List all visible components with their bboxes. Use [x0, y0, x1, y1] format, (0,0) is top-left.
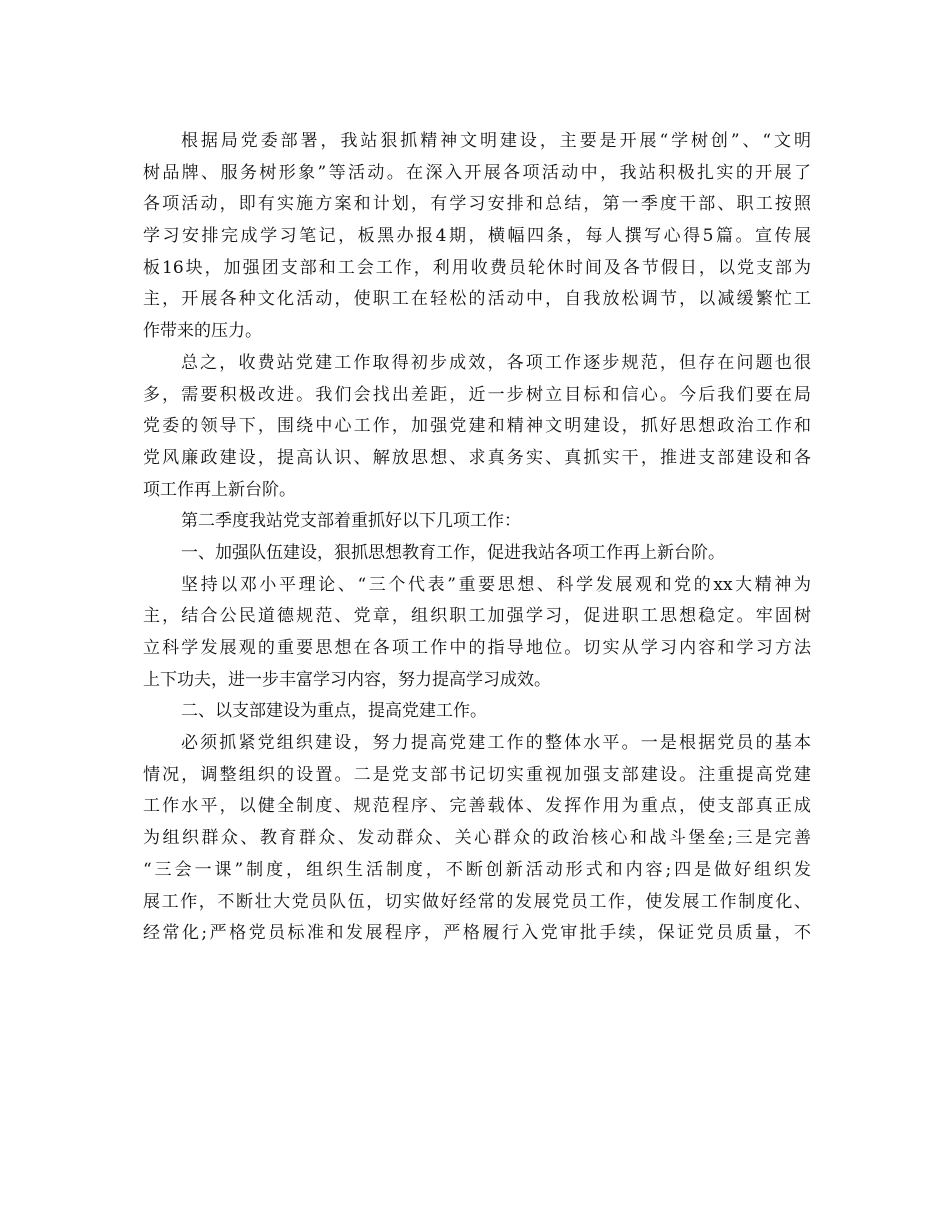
text-line: 各项活动，即有实施方案和计划，有学习安排和总结，第一季度干部、职工按照 — [143, 194, 811, 215]
paragraph-p6 — [143, 696, 811, 728]
text-line: 第二季度我站党支部着重抓好以下几项工作： — [181, 511, 521, 532]
paragraph-p1 — [143, 126, 811, 348]
text-line: 总之，收费站党建工作取得初步成效，各项工作逐步规范，但存在问题也很 — [181, 352, 811, 373]
text-line: 项工作再上新台阶。 — [143, 479, 296, 500]
text-line: 展工作，不断壮大党员队伍，切实做好经常的发展党员工作，使发展工作制度化、 — [143, 891, 811, 912]
text-line: 立科学发展观的重要思想在各项工作中的指导地位。切实从学习内容和学习方法 — [143, 638, 811, 658]
paragraph-p5 — [143, 570, 811, 697]
paragraph-p4 — [143, 538, 811, 570]
text-line: 必须抓紧党组织建设，努力提高党建工作的整体水平。一是根据党员的基本 — [181, 733, 811, 754]
text-line: 主，结合公民道德规范、党章，组织职工加强学习，促进职工思想稳定。牢固树 — [143, 606, 811, 627]
text-line: 工作水平，以健全制度、规范程序、完善载体、发挥作用为重点，使支部真正成 — [143, 796, 811, 817]
text-line: 情况，调整组织的设置。二是党支部书记切实重视加强支部建设。注重提高党建 — [143, 764, 811, 785]
text-line: 板16块，加强团支部和工会工作，利用收费员轮休时间及各节假日，以党支部为 — [143, 257, 811, 278]
text-line: 作带来的压力。 — [143, 321, 262, 342]
text-line: 多，需要积极改进。我们会找出差距，近一步树立目标和信心。今后我们要在局 — [143, 384, 811, 405]
text-line: 树品牌、服务树形象”等活动。在深入开展各项活动中，我站积极扎实的开展了 — [143, 162, 811, 183]
paragraph-p2 — [143, 348, 811, 506]
text-line: 一、加强队伍建设，狠抓思想教育工作，促进我站各项工作再上新台阶。 — [181, 542, 725, 563]
text-line: 党委的领导下，围绕中心工作，加强党建和精神文明建设，抓好思想政治工作和 — [143, 416, 811, 437]
text-line: 坚持以邓小平理论、“三个代表”重要思想、科学发展观和党的xx大精神为 — [181, 574, 811, 595]
text-line: 根据局党委部署，我站狠抓精神文明建设，主要是开展“学树创”、“文明 — [181, 131, 811, 151]
text-line: “三会一课”制度，组织生活制度，不断创新活动形式和内容;四是做好组织发 — [143, 859, 811, 880]
paragraph-p7 — [143, 728, 811, 950]
text-line: 主，开展各种文化活动，使职工在轻松的活动中，自我放松调节，以减缓繁忙工 — [143, 289, 811, 310]
paragraph-p3 — [143, 506, 811, 538]
text-line: 经常化;严格党员标准和发展程序，严格履行入党审批手续，保证党员质量，不 — [143, 923, 811, 944]
text-line: 学习安排完成学习笔记，板黑办报4期，横幅四条，每人撰写心得5篇。宣传展 — [143, 226, 811, 247]
text-line: 党风廉政建设，提高认识、解放思想、求真务实、真抓实干，推进支部建设和各 — [143, 447, 811, 468]
text-line: 上下功夫，进一步丰富学习内容，努力提高学习成效。 — [143, 669, 551, 690]
text-line: 为组织群众、教育群众、发动群众、关心群众的政治核心和战斗堡垒;三是完善 — [143, 828, 811, 849]
document-page — [143, 126, 811, 950]
text-line: 二、以支部建设为重点，提高党建工作。 — [181, 701, 487, 722]
